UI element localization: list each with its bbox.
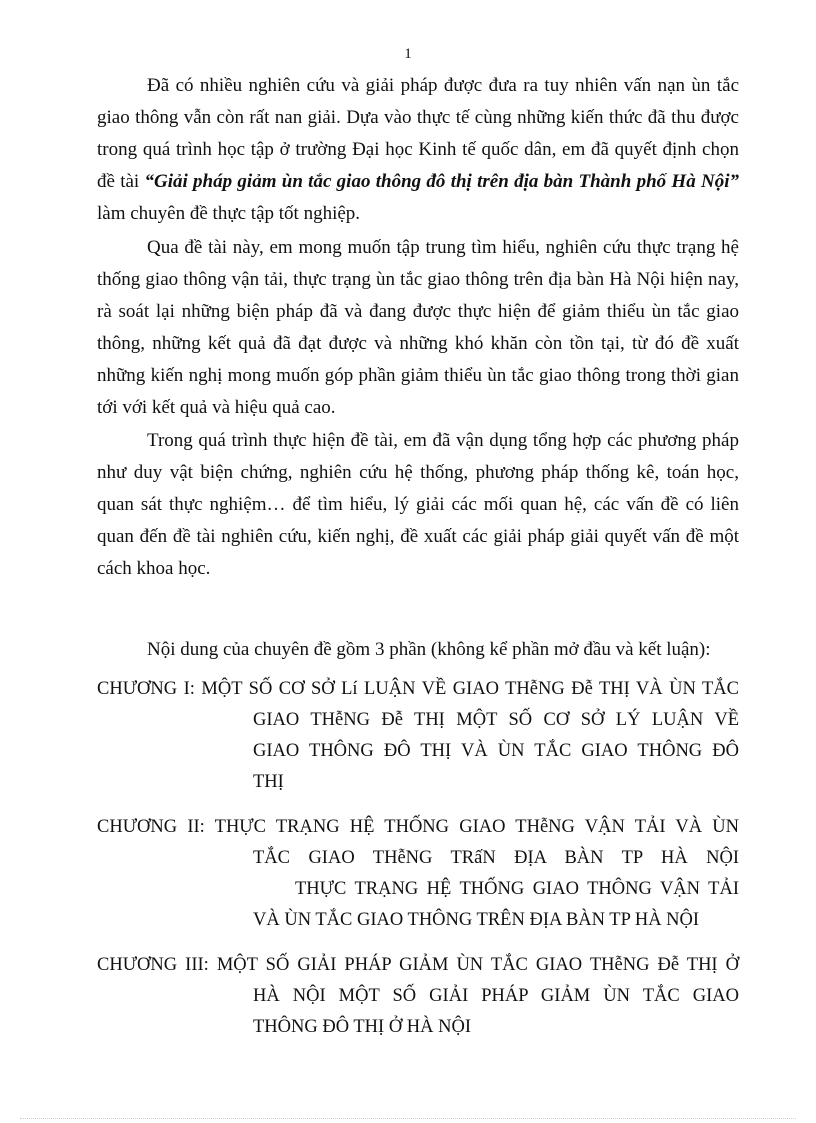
chapter-3-line-2: HÀ NỘI MỘT SỐ GIẢI PHÁP GIẢM ÙN TẮC GIAO <box>253 986 739 1006</box>
paragraph-structure: Nội dung của chuyên đề gồm 3 phần (không kể phần mở đầu và kết luận): <box>147 639 711 660</box>
chapter-3-entry <box>97 950 739 1043</box>
chapter-1-entry <box>97 674 739 798</box>
chapter-3-line-1: CHƯƠNG III: MỘT SỐ GIẢI PHÁP GIẢM ÙN TẮC GIAO THễNG Đễ THỊ Ở <box>97 955 739 975</box>
chapter-3-line-3: THÔNG ĐÔ THỊ Ở HÀ NỘI <box>253 1017 472 1037</box>
paragraph-methods: Trong quá trình thực hiện đề tài, em đã vận dụng tổng hợp các phương pháp như duy vật biện chứng, nghiên cứu hệ thống, phương pháp thống kê, toán học, quan sát thực nghiệm… để tìm hiểu, lý giải các mối quan hệ, các vấn đề có liên quan đến đề tài nghiên cứu, kiến nghị, đề xuất các giải pháp giải quyết vấn đề một cách khoa học. <box>97 430 739 579</box>
page-bottom-divider <box>20 1118 796 1119</box>
chapter-2-line-2: TẮC GIAO THễNG TRấN ĐỊA BÀN TP HÀ NỘI <box>253 848 739 868</box>
page-number: 1 <box>404 46 412 62</box>
chapter-1-line-3: GIAO THÔNG ĐÔ THỊ VÀ ÙN TẮC GIAO THÔNG ĐÔ <box>253 741 739 761</box>
chapter-1-line-1: CHƯƠNG I: MỘT SỐ CƠ SỞ Lí LUẬN VỀ GIAO THễNG Đễ THỊ VÀ ÙN TẮC <box>97 679 739 699</box>
chapter-2-entry <box>97 812 739 936</box>
paragraph-intro <box>97 70 739 230</box>
chapter-2-line-1: CHƯƠNG II: THỰC TRẠNG HỆ THỐNG GIAO THễNG VẬN TẢI VÀ ÙN <box>97 817 739 837</box>
thesis-title: “Giải pháp giảm ùn tắc giao thông đô thị trên địa bàn Thành phố Hà Nội” <box>144 171 739 192</box>
chapter-1-line-4: THỊ <box>253 772 284 792</box>
paragraph-intro-text: Đã có nhiều nghiên cứu và giải pháp được đưa ra tuy nhiên vấn nạn ùn tắc giao thông vẫn còn rất nan giải. Dựa vào thực tế cùng những kiến thức đã thu được trong quá trình học tập ở trường Đại học Kinh tế quốc dân, em đã quyết định chọn đề tài <box>97 75 739 192</box>
chapter-2-line-4: VÀ ÙN TẮC GIAO THÔNG TRÊN ĐỊA BÀN TP HÀ NỘI <box>253 910 700 930</box>
chapter-2-line-3: THỰC TRẠNG HỆ THỐNG GIAO THÔNG VẬN TẢI <box>295 879 739 899</box>
paragraph-intro-tail: làm chuyên đề thực tập tốt nghiệp. <box>97 203 361 224</box>
paragraph-objectives: Qua đề tài này, em mong muốn tập trung tìm hiểu, nghiên cứu thực trạng hệ thống giao thông vận tải, thực trạng ùn tắc giao thông trên địa bàn Hà Nội hiện nay, rà soát lại những biện pháp đã và đang được thực hiện để giảm thiểu ùn tắc giao thông, những kết quả đã đạt được và những khó khăn còn tồn tại, từ đó đề xuất những kiến nghị mong muốn góp phần giảm thiểu ùn tắc giao thông trong thời gian tới với kết quả và hiệu quả cao. <box>97 237 739 418</box>
chapter-1-line-2: GIAO THễNG Đễ THỊ MỘT SỐ CƠ SỞ LÝ LUẬN VỀ <box>253 710 739 730</box>
